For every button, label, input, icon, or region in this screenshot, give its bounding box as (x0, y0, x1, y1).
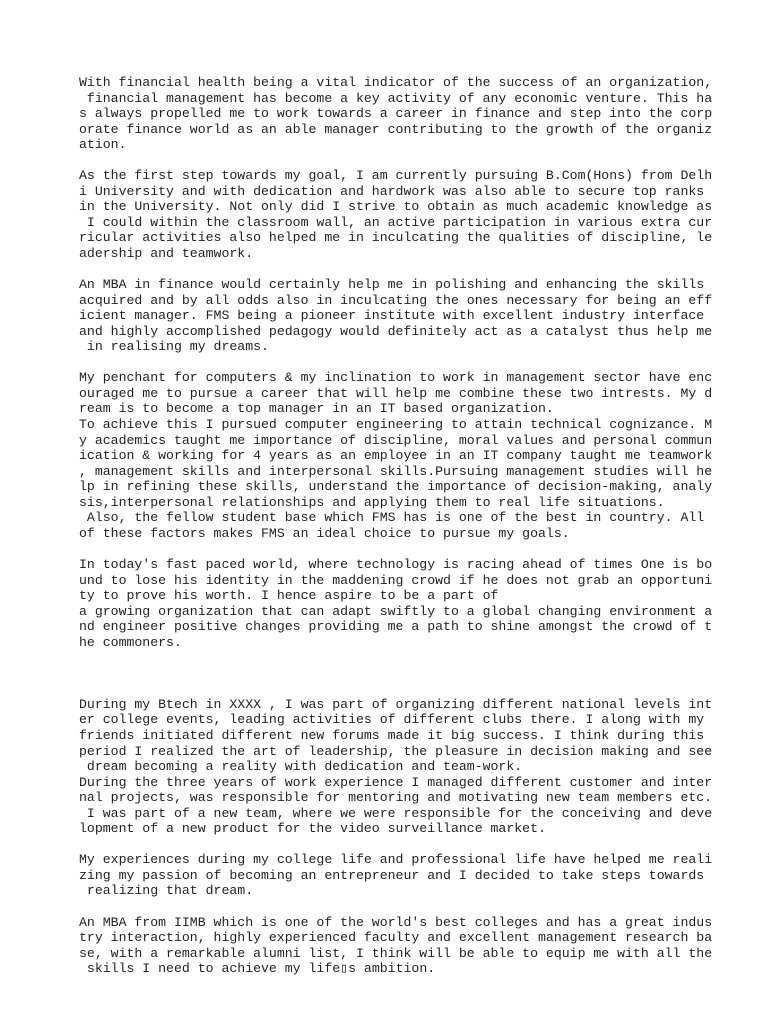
text-line: ty to prove his worth. I hence aspire to be a part of (79, 588, 499, 604)
text-line: er college events, leading activities of different clubs there. I along with my (79, 712, 705, 728)
text-line: lopment of a new product for the video surveillance market. (79, 821, 546, 837)
text-line: I could within the classroom wall, an active participation in various extra cur (79, 214, 713, 230)
text-line: To achieve this I pursued computer engineering to attain technical cognizance. M (79, 417, 713, 433)
text-line: During the three years of work experience I managed different customer and inter (79, 774, 713, 790)
text-line: In today's fast paced world, where technology is racing ahead of times One is bo (79, 556, 713, 572)
text-line: An MBA in finance would certainly help me in polishing and enhancing the skills (79, 277, 705, 293)
text-line (79, 650, 759, 666)
text-line: a growing organization that can adapt swiftly to a global changing environment a (79, 603, 713, 619)
text-line (79, 837, 759, 853)
text-line: ricular activities also helped me in inculcating the qualities of discipline, le (79, 230, 713, 246)
text-line (79, 541, 759, 557)
text-line: As the first step towards my goal, I am currently pursuing B.Com(Hons) from Delh (79, 168, 713, 184)
text-line (79, 681, 759, 697)
text-line: se, with a remarkable alumni list, I think will be able to equip me with all the (79, 945, 713, 961)
text-line (79, 355, 759, 371)
text-line: in the University. Not only did I strive to obtain as much academic knowledge as (79, 199, 713, 215)
text-line: und to lose his identity in the maddening crowd if he does not grab an opportuni (79, 572, 713, 588)
text-line: ream is to become a top manager in an IT based organization. (79, 401, 554, 417)
text-line (79, 899, 759, 915)
text-line: acquired and by all odds also in inculcating the ones necessary for being an eff (79, 292, 713, 308)
text-line: of these factors makes FMS an ideal choice to pursue my goals. (79, 525, 570, 541)
text-line: realizing that dream. (79, 883, 254, 899)
text-line: ication & working for 4 years as an employee in an IT company taught me teamwork (79, 448, 713, 464)
text-line: icient manager. FMS being a pioneer institute with excellent industry interface (79, 308, 705, 324)
text-line: i University and with dedication and hardwork was also able to secure top ranks (79, 183, 705, 199)
text-line: My experiences during my college life and professional life have helped me reali (79, 852, 713, 868)
text-line: and highly accomplished pedagogy would definitely act as a catalyst thus help me (79, 323, 713, 339)
text-line (79, 153, 759, 169)
text-line: My penchant for computers & my inclination to work in management sector have enc (79, 370, 713, 386)
text-line: nal projects, was responsible for mentoring and motivating new team members etc. (79, 790, 713, 806)
text-line: financial management has become a key activity of any economic venture. This ha (79, 90, 713, 106)
text-line: With financial health being a vital indicator of the success of an organization, (79, 75, 713, 90)
text-line: skills I need to achieve my life▯s ambition. (79, 961, 436, 977)
text-line: s always propelled me to work towards a career in finance and step into the corp (79, 106, 713, 122)
text-line: friends initiated different new forums made it big success. I think during this (79, 727, 705, 743)
text-line: I was part of a new team, where we were responsible for the conceiving and deve (79, 805, 713, 821)
text-line: dream becoming a reality with dedication and team-work. (79, 759, 523, 775)
text-line: ouraged me to pursue a career that will help me combine these two intrests. My d (79, 385, 713, 401)
text-line: , management skills and interpersonal skills.Pursuing management studies will he (79, 463, 713, 479)
text-line: Also, the fellow student base which FMS has is one of the best in country. All (79, 510, 705, 526)
text-line (79, 262, 759, 278)
text-line: adership and teamwork. (79, 246, 254, 262)
text-line: zing my passion of becoming an entrepreneur and I decided to take steps towards (79, 867, 705, 883)
text-line (79, 666, 759, 682)
text-line: in realising my dreams. (79, 339, 269, 355)
text-line: During my Btech in XXXX , I was part of organizing different national levels int (79, 696, 713, 712)
text-line: try interaction, highly experienced faculty and excellent management research ba (79, 930, 713, 946)
text-line: sis,interpersonal relationships and applying them to real life situations. (79, 494, 665, 510)
text-line: nd engineer positive changes providing me a path to shine amongst the crowd of t (79, 619, 713, 635)
document-body (79, 75, 759, 977)
text-line: An MBA from IIMB which is one of the world's best colleges and has a great indus (79, 914, 713, 930)
text-line: lp in refining these skills, understand the importance of decision-making, analy (79, 479, 713, 495)
text-line: y academics taught me importance of discipline, moral values and personal commun (79, 432, 713, 448)
text-line: ation. (79, 137, 127, 153)
text-line: orate finance world as an able manager contributing to the growth of the organiz (79, 121, 713, 137)
text-line: period I realized the art of leadership, the pleasure in decision making and see (79, 743, 713, 759)
text-line: he commoners. (79, 634, 182, 650)
